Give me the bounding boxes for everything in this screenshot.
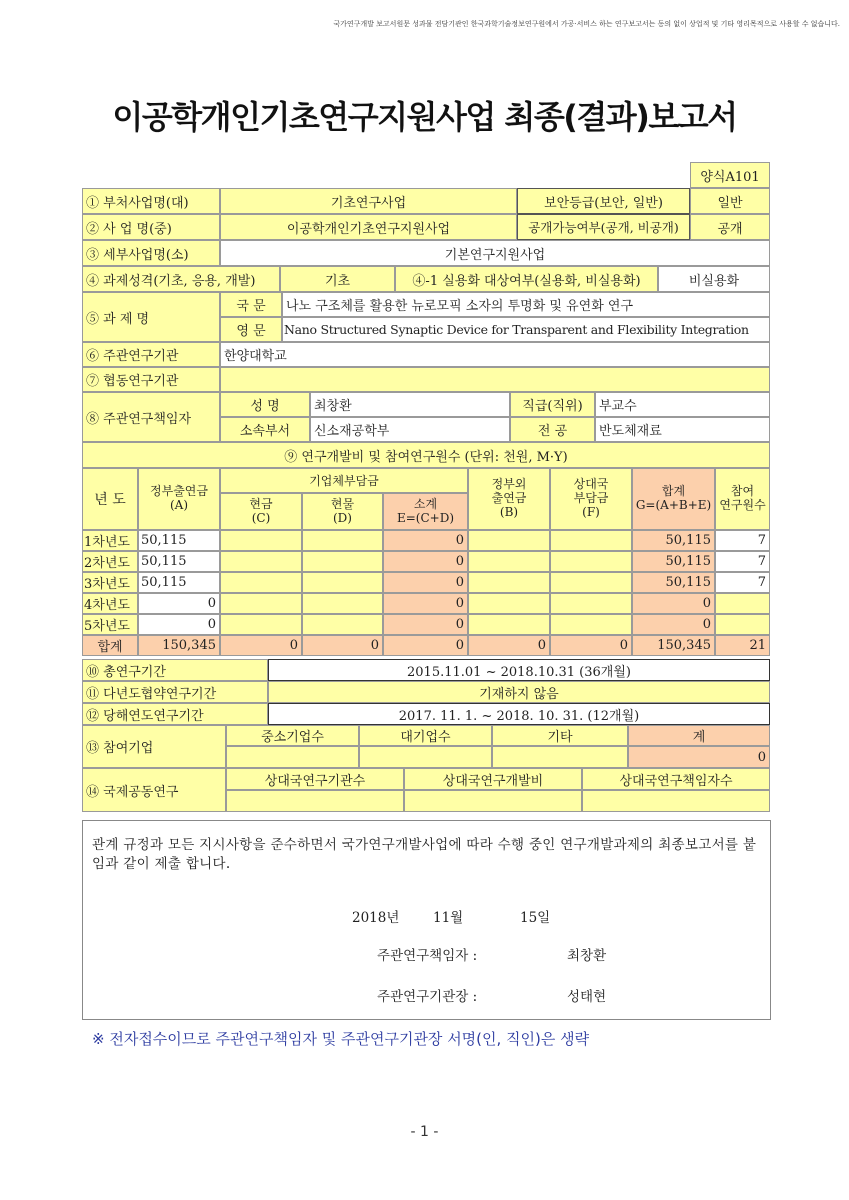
subtotal-cell: 0	[383, 530, 468, 551]
signature-omission-note: ※ 전자접수이므로 주관연구책임자 및 주관연구기관장 서명(인, 직인)은 생략	[92, 1030, 590, 1048]
pi-rank-value: 부교수	[595, 392, 770, 417]
rank-label: 직급(직위)	[510, 392, 595, 417]
gov-funding-header	[138, 468, 220, 530]
staff-header-line1: 참여	[730, 484, 755, 499]
form-code: 양식A101	[690, 162, 770, 188]
row6-label: ⑥ 주관연구기관	[82, 342, 220, 367]
staff-header	[715, 468, 770, 530]
sum-in-kind-cell: 0	[302, 635, 383, 656]
total-period-value: 2015.11.01 ~ 2018.10.31 (36개월)	[268, 659, 770, 681]
gov-cell: 0	[138, 614, 220, 635]
page-number: - 1 -	[410, 1124, 439, 1140]
usage-notice: 국가연구개발 보고서원문 성과물 전담기관인 한국과학기술정보연구원에서 가공·서비스 하는 연구보고서는 동의 없이 상업적 및 기타 영리목적으로 사용할 수 없습니다.	[333, 20, 840, 28]
in-kind-cell	[302, 593, 383, 614]
in-kind-cell	[302, 572, 383, 593]
partner-pi-count-header: 상대국연구책임자수	[582, 768, 770, 790]
large-company-value	[359, 746, 492, 768]
sum-cash-cell: 0	[220, 635, 302, 656]
non-gov-header-line2: 출연금	[491, 491, 527, 506]
company-total-header: 계	[628, 725, 770, 746]
row2-label: ② 사 업 명(중)	[82, 214, 220, 240]
total-cell: 0	[632, 614, 715, 635]
pi-name-value: 최창환	[310, 392, 510, 417]
sum-subtotal-cell: 0	[383, 635, 468, 656]
subtotal-header-line2: E=(C+D)	[396, 510, 455, 525]
partner-cell	[550, 593, 632, 614]
english-title-value: Nano Structured Synaptic Device for Transparent and Flexibility Integration	[282, 317, 770, 342]
partner-header-line1: 상대국	[573, 477, 609, 492]
other-company-value	[492, 746, 628, 768]
lead-institution-value: 한양대학교	[220, 342, 770, 367]
sum-gov-cell: 150,345	[138, 635, 220, 656]
gov-cell: 50,115	[138, 530, 220, 551]
total-cell: 50,115	[632, 572, 715, 593]
year-header: 년 도	[82, 468, 138, 530]
gov-funding-header-line1: 정부출연금	[150, 484, 208, 499]
staff-cell: 7	[715, 551, 770, 572]
total-cell: 50,115	[632, 530, 715, 551]
non-gov-cell	[468, 551, 550, 572]
sum-total-cell: 150,345	[632, 635, 715, 656]
row5-label: ⑤ 과 제 명	[82, 292, 220, 342]
subtotal-header-line1: 소계	[413, 496, 438, 511]
pi-major-value: 반도체재료	[595, 417, 770, 442]
sum-non-gov-cell: 0	[468, 635, 550, 656]
partner-budget-value	[404, 790, 582, 812]
company-total-value: 0	[628, 746, 770, 768]
in-kind-header	[302, 493, 383, 530]
sum-staff-cell: 21	[715, 635, 770, 656]
non-gov-header	[468, 468, 550, 530]
subtotal-cell: 0	[383, 572, 468, 593]
submission-statement: 관계 규정과 모든 지시사항을 준수하면서 국가연구개발사업에 따라 수행 중인 연구개발과제의 최종보고서를 붙임과 같이 제출 합니다.	[92, 837, 757, 872]
pi-signer-name: 최창환	[567, 948, 607, 964]
security-level-label: 보안등급(보안, 일반)	[517, 188, 690, 214]
korean-title-label: 국 문	[220, 292, 282, 317]
row8-label: ⑧ 주관연구책임자	[82, 392, 220, 442]
subtotal-cell: 0	[383, 614, 468, 635]
pi-department-value: 신소재공학부	[310, 417, 510, 442]
partner-institution-count-value	[226, 790, 404, 812]
partner-cell	[550, 530, 632, 551]
document-title: 이공학개인기초연구지원사업 최종(결과)보고서	[112, 98, 737, 136]
sum-partner-cell: 0	[550, 635, 632, 656]
year-cell: 1차년도	[82, 530, 138, 551]
cooperating-institution-value	[220, 367, 770, 392]
partner-header-line3: (F)	[582, 504, 600, 519]
gov-cell: 50,115	[138, 551, 220, 572]
gov-funding-header-line2: (A)	[169, 498, 189, 512]
disclosure-value: 공개	[690, 214, 770, 240]
non-gov-header-line1: 정부외	[491, 477, 527, 492]
cash-cell	[220, 530, 302, 551]
intl-label: ⑭ 국제공동연구	[82, 768, 226, 812]
subtotal-cell: 0	[383, 593, 468, 614]
head-signer-label: 주관연구기관장 :	[377, 989, 478, 1005]
sub-program-value: 기본연구지원사업	[220, 240, 770, 266]
korean-title-value: 나노 구조체를 활용한 뉴로모픽 소자의 투명화 및 유연화 연구	[282, 292, 770, 317]
row1-label: ① 부처사업명(대)	[82, 188, 220, 214]
multi-year-period-label: ⑪ 다년도협약연구기간	[82, 681, 268, 703]
cash-cell	[220, 572, 302, 593]
date-year: 2018년	[352, 910, 400, 926]
non-gov-cell	[468, 593, 550, 614]
in-kind-header-line2: (D)	[333, 510, 352, 525]
row3-label: ③ 세부사업명(소)	[82, 240, 220, 266]
cash-cell	[220, 614, 302, 635]
head-signer-name: 성태현	[567, 989, 607, 1005]
total-period-label: ⑩ 총연구기간	[82, 659, 268, 681]
companies-label: ⑬ 참여기업	[82, 725, 226, 768]
non-gov-header-line3: (B)	[499, 504, 519, 519]
ministry-program-value: 기초연구사업	[220, 188, 517, 214]
department-label: 소속부서	[220, 417, 310, 442]
multi-year-period-value: 기재하지 않음	[268, 681, 770, 703]
year-cell: 3차년도	[82, 572, 138, 593]
date-day: 15일	[520, 910, 551, 926]
partner-budget-header: 상대국연구개발비	[404, 768, 582, 790]
commercialization-label: ④-1 실용화 대상여부(실용화, 비실용화)	[395, 266, 658, 292]
sme-count-header: 중소기업수	[226, 725, 359, 746]
corporate-share-header: 기업체부담금	[220, 468, 468, 493]
partner-cell	[550, 551, 632, 572]
cash-header-line1: 현금	[249, 496, 273, 511]
in-kind-cell	[302, 530, 383, 551]
total-header	[632, 468, 715, 530]
date-month: 11월	[433, 910, 464, 926]
staff-header-line2: 연구원수	[719, 498, 766, 512]
in-kind-header-line1: 현물	[330, 496, 355, 511]
staff-cell: 7	[715, 530, 770, 551]
staff-cell	[715, 593, 770, 614]
non-gov-cell	[468, 530, 550, 551]
year-cell: 5차년도	[82, 614, 138, 635]
row4-label: ④ 과제성격(기초, 응용, 개발)	[82, 266, 280, 292]
budget-title: ⑨ 연구개발비 및 참여연구원수 (단위: 천원, M·Y)	[82, 442, 770, 468]
program-name-value: 이공학개인기초연구지원사업	[220, 214, 517, 240]
partner-cell	[550, 572, 632, 593]
year-cell: 4차년도	[82, 593, 138, 614]
gov-cell: 0	[138, 593, 220, 614]
sme-count-value	[226, 746, 359, 768]
current-period-value: 2017. 11. 1. ~ 2018. 10. 31. (12개월)	[268, 703, 770, 725]
year-cell: 2차년도	[82, 551, 138, 572]
total-cell: 0	[632, 593, 715, 614]
security-level-value: 일반	[690, 188, 770, 214]
total-header-line1: 합계	[661, 484, 686, 499]
in-kind-cell	[302, 551, 383, 572]
subtotal-header	[383, 493, 468, 530]
partner-cell	[550, 614, 632, 635]
total-header-line2: G=(A+B+E)	[635, 498, 712, 512]
sum-label: 합계	[82, 635, 138, 656]
in-kind-cell	[302, 614, 383, 635]
cash-header	[220, 493, 302, 530]
staff-cell	[715, 614, 770, 635]
other-company-header: 기타	[492, 725, 628, 746]
name-label: 성 명	[220, 392, 310, 417]
cash-header-line2: (C)	[251, 510, 271, 525]
project-nature-value: 기초	[280, 266, 395, 292]
current-period-label: ⑫ 당해연도연구기간	[82, 703, 268, 725]
large-company-header: 대기업수	[359, 725, 492, 746]
partner-pi-count-value	[582, 790, 770, 812]
partner-institution-count-header: 상대국연구기관수	[226, 768, 404, 790]
english-title-label: 영 문	[220, 317, 282, 342]
commercialization-value: 비실용화	[658, 266, 770, 292]
partner-header-line2: 부담금	[573, 491, 609, 506]
pi-signer-label: 주관연구책임자 :	[377, 948, 478, 964]
cash-cell	[220, 593, 302, 614]
staff-cell: 7	[715, 572, 770, 593]
subtotal-cell: 0	[383, 551, 468, 572]
gov-cell: 50,115	[138, 572, 220, 593]
total-cell: 50,115	[632, 551, 715, 572]
row7-label: ⑦ 협동연구기관	[82, 367, 220, 392]
partner-country-header	[550, 468, 632, 530]
cash-cell	[220, 551, 302, 572]
disclosure-label: 공개가능여부(공개, 비공개)	[517, 214, 690, 240]
non-gov-cell	[468, 572, 550, 593]
major-label: 전 공	[510, 417, 595, 442]
non-gov-cell	[468, 614, 550, 635]
